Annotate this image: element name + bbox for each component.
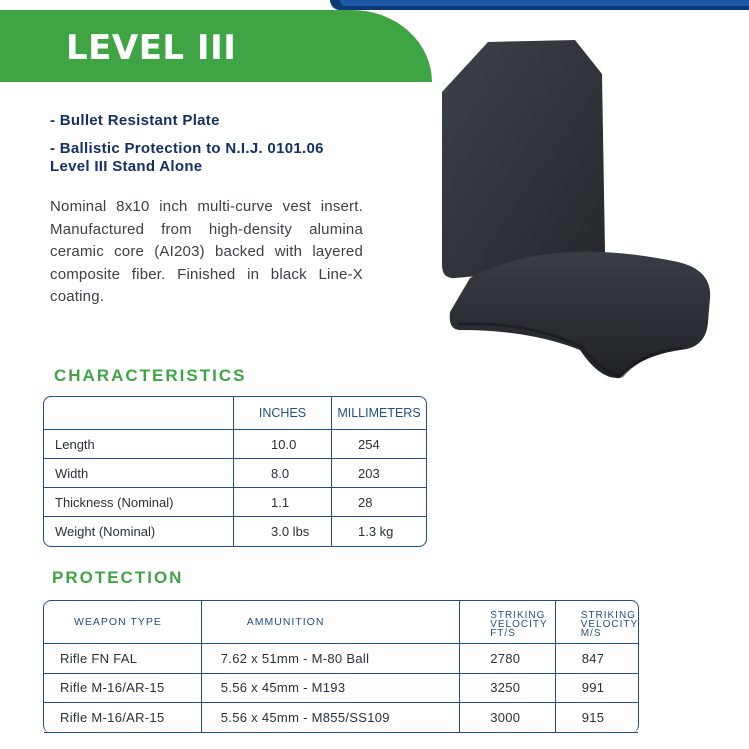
characteristics-table bbox=[43, 396, 427, 547]
table-header-row bbox=[44, 397, 426, 430]
table-row bbox=[44, 674, 638, 704]
feature-bullets bbox=[50, 112, 370, 186]
table-row bbox=[44, 644, 638, 674]
table-cell: 203 bbox=[332, 459, 426, 488]
table-header-cell bbox=[44, 397, 234, 430]
plate-front bbox=[442, 40, 605, 278]
table-header-cell: STRIKING VELOCITY M/S bbox=[556, 601, 638, 644]
table-row bbox=[44, 459, 426, 488]
table-row bbox=[44, 517, 426, 546]
plate-curved bbox=[450, 252, 710, 379]
product-description: Nominal 8x10 inch multi-curve vest insert. Manufactured from high-density alumina ceramic core (AI203) backed with layered composite fiber. Finished in black Line-X coating. bbox=[50, 198, 363, 305]
table-cell: Rifle M-16/AR-15 bbox=[44, 703, 202, 733]
table-cell: 3.0 lbs bbox=[234, 517, 332, 546]
table-cell: Length bbox=[44, 430, 234, 459]
table-cell: 991 bbox=[556, 674, 638, 704]
table-header-cell: INCHES bbox=[234, 397, 332, 430]
table-cell: Thickness (Nominal) bbox=[44, 488, 234, 517]
protection-table bbox=[43, 600, 639, 733]
table-header-cell: STRIKING VELOCITY FT/S bbox=[460, 601, 556, 644]
armor-plate-image bbox=[430, 30, 730, 390]
table-header-cell: AMMUNITION bbox=[202, 601, 460, 644]
table-cell: 8.0 bbox=[234, 459, 332, 488]
table-cell: 5.56 x 45mm - M193 bbox=[202, 674, 460, 704]
table-cell: 915 bbox=[556, 703, 638, 733]
table-row bbox=[44, 488, 426, 517]
table-cell: Rifle FN FAL bbox=[44, 644, 202, 674]
table-cell: 3250 bbox=[460, 674, 556, 704]
bullet-item-continued: Level III Stand Alone bbox=[50, 158, 203, 175]
table-cell: Width bbox=[44, 459, 234, 488]
page-title: LEVEL III bbox=[66, 28, 237, 68]
table-cell: 1.1 bbox=[234, 488, 332, 517]
table-header-cell: MILLIMETERS bbox=[332, 397, 426, 430]
table-cell: 28 bbox=[332, 488, 426, 517]
table-cell: 254 bbox=[332, 430, 426, 459]
table-cell: 3000 bbox=[460, 703, 556, 733]
table-cell: 847 bbox=[556, 644, 638, 674]
table-cell: Rifle M-16/AR-15 bbox=[44, 674, 202, 704]
table-cell: 1.3 kg bbox=[358, 524, 394, 539]
characteristics-title: CHARACTERISTICS bbox=[54, 366, 247, 385]
table-row bbox=[44, 703, 638, 733]
table-row bbox=[44, 430, 426, 459]
protection-title: PROTECTION bbox=[52, 568, 184, 587]
table-cell: 10.0 bbox=[234, 430, 332, 459]
table-header-row bbox=[44, 601, 638, 644]
bullet-item: - Bullet Resistant Plate bbox=[50, 112, 220, 129]
table-cell: Weight (Nominal) bbox=[44, 517, 234, 546]
table-cell: 7.62 x 51mm - M-80 Ball bbox=[202, 644, 460, 674]
table-cell: 2780 bbox=[460, 644, 556, 674]
bullet-item: - Ballistic Protection to N.I.J. 0101.06 bbox=[50, 140, 324, 157]
table-cell: 5.56 x 45mm - M855/SS109 bbox=[202, 703, 460, 733]
table-header-cell: WEAPON TYPE bbox=[44, 601, 202, 644]
top-accent-bar-inner bbox=[340, 0, 749, 6]
